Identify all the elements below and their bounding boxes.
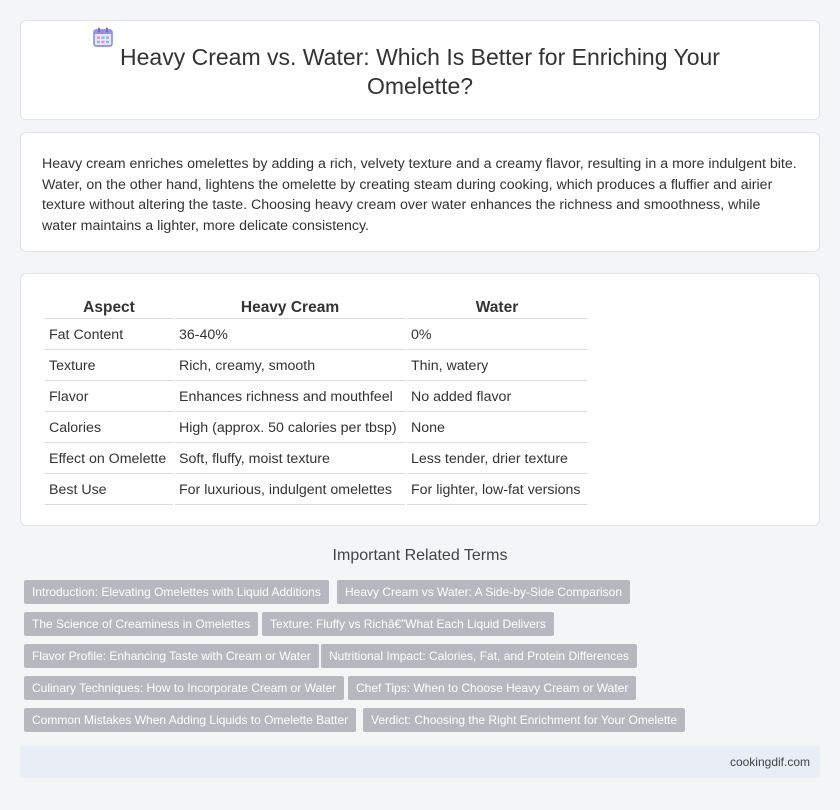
page-title: Heavy Cream vs. Water: Which Is Better for Enriching Your Omelette?: [120, 44, 720, 99]
table-row: [45, 476, 587, 505]
footer: [20, 746, 820, 778]
table-cell: Best Use: [45, 476, 173, 505]
related-tag[interactable]: Heavy Cream vs Water: A Side-by-Side Comparison: [337, 580, 630, 604]
related-tag[interactable]: Flavor Profile: Enhancing Taste with Cream or Water: [24, 644, 319, 668]
table-cell: Less tender, drier texture: [407, 445, 587, 474]
comparison-card: [20, 273, 820, 526]
table-cell: Calories: [45, 414, 173, 443]
table-cell: Thin, watery: [407, 352, 587, 381]
table-row: [45, 414, 587, 443]
table-cell: Flavor: [45, 383, 173, 412]
header-water: Water: [407, 296, 587, 319]
related-tag[interactable]: Common Mistakes When Adding Liquids to Omelette Batter: [24, 708, 356, 732]
table-cell: No added flavor: [407, 383, 587, 412]
header-card: [20, 20, 820, 120]
related-tag[interactable]: Chef Tips: When to Choose Heavy Cream or Water: [348, 676, 636, 700]
table-cell: Texture: [45, 352, 173, 381]
table-cell: None: [407, 414, 587, 443]
related-tag[interactable]: The Science of Creaminess in Omelettes: [24, 612, 258, 636]
intro-card: [20, 132, 820, 252]
table-cell: Soft, fluffy, moist texture: [175, 445, 405, 474]
table-cell: 0%: [407, 321, 587, 350]
table-cell: High (approx. 50 calories per tbsp): [175, 414, 405, 443]
related-tag[interactable]: Verdict: Choosing the Right Enrichment for Your Omelette: [363, 708, 685, 732]
related-terms-title: Important Related Terms: [332, 547, 508, 564]
table-header-row: [45, 296, 587, 319]
comparison-table: [43, 294, 589, 507]
table-row: [45, 321, 587, 350]
table-cell: Rich, creamy, smooth: [175, 352, 405, 381]
table-cell: Enhances richness and mouthfeel: [175, 383, 405, 412]
table-cell: Effect on Omelette: [45, 445, 173, 474]
header-aspect: Aspect: [45, 296, 173, 319]
table-cell: 36-40%: [175, 321, 405, 350]
footer-site-name[interactable]: cookingdif.com: [729, 755, 810, 769]
table-cell: For luxurious, indulgent omelettes: [175, 476, 405, 505]
table-row: [45, 445, 587, 474]
related-tag[interactable]: Texture: Fluffy vs Richâ€”What Each Liquid Delivers: [262, 612, 554, 636]
related-tag[interactable]: Culinary Techniques: How to Incorporate Cream or Water: [24, 676, 344, 700]
related-tag[interactable]: Introduction: Elevating Omelettes with Liquid Additions: [24, 580, 329, 604]
table-cell: For lighter, low-fat versions: [407, 476, 587, 505]
table-row: [45, 383, 587, 412]
intro-paragraph: Heavy cream enriches omelettes by adding a rich, velvety texture and a creamy flavor, resulting in a more indulgent bite. Water, on the other hand, lightens the omelette by creating steam during cooking, which produces a fluffier and airier texture without altering the taste. Choosing heavy cream over water enhances the richness and smoothness, while water maintains a lighter, more delicate consistency.: [42, 156, 797, 234]
table-row: [45, 352, 587, 381]
table-cell: Fat Content: [45, 321, 173, 350]
header-heavy-cream: Heavy Cream: [175, 296, 405, 319]
related-tag[interactable]: Nutritional Impact: Calories, Fat, and Protein Differences: [321, 644, 637, 668]
